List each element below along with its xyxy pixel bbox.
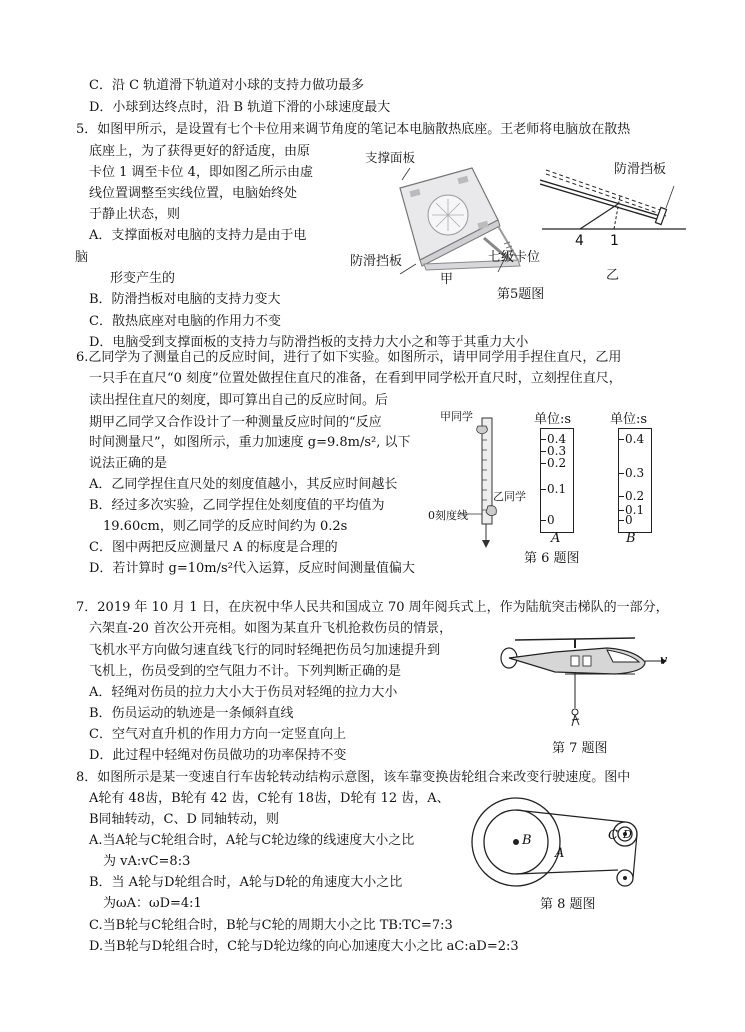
q8-option-b: B．当 A轮与D轮组合时，A轮与D轮的角速度大小之比 xyxy=(89,875,403,890)
q6-stem-line2: 一只手在直尺“0 刻度”位置处做捏住直尺的准备，在看到甲同学松开直尺时，立刻捏住直尺， xyxy=(89,371,622,386)
q6-ticks-a-tick xyxy=(541,463,546,464)
q7-helicopter-figure xyxy=(495,628,670,738)
q5-option-d: D．电脑受到支撑面板的支持力与防滑挡板的支持力大小之和等于其重力大小 xyxy=(89,335,529,350)
q8-option-d: D.当B轮与D轮组合时，C轮与D轮边缘的向心加速度大小之比 aC:aD=2:3 xyxy=(89,939,519,954)
q6-ticks-b-tick xyxy=(619,510,624,511)
q6-ticks-b-label: 0.2 xyxy=(625,489,645,503)
q8-caption: 第 8 题图 xyxy=(540,897,596,912)
q5-label-slot-4: 4 xyxy=(575,233,584,249)
q8-option-a: A.当A轮与C轮组合时，A轮与C轮边缘的线速度大小之比 xyxy=(89,833,415,848)
q6-option-a: A．乙同学捏住直尺处的刻度值越小，其反应时间越长 xyxy=(89,477,398,492)
q6-unit-b: 单位:s xyxy=(610,412,648,427)
q6-option-b: B．经过多次实验，乙同学捏住处刻度值的平均值为 xyxy=(89,498,385,513)
q6-label-yi: 乙同学 xyxy=(493,490,526,503)
q5-stem-line4: 线位置调整至实线位置，电脑始终处 xyxy=(89,186,298,201)
q5-label-jia: 甲 xyxy=(440,272,454,287)
q5-stem-line5: 于静止状态，则 xyxy=(89,207,181,222)
q5-label-seven-slot: 七级卡位 xyxy=(488,250,541,265)
q7-option-c: C．空气对直升机的作用力方向一定竖直向上 xyxy=(89,727,346,742)
q6-ticks-b-tick xyxy=(619,496,624,497)
q8-stem-line2: A轮有 48齿，B轮有 42 齿，C轮有 18齿，D轮有 12 齿，A、 xyxy=(89,791,450,806)
q6-ticks-a-tick xyxy=(541,439,546,440)
q6-ticks-a-label: 0 xyxy=(547,513,555,527)
q5-stem-line2: 底座上，为了获得更好的舒适度，由原 xyxy=(89,144,311,159)
q5-option-b: B．防滑挡板对电脑的支持力变大 xyxy=(89,292,281,307)
q8-option-a-cont: 为 vA:vC=8:3 xyxy=(103,854,191,869)
q5-label-slot-1: 1 xyxy=(610,233,619,249)
q7-option-a: A．轻绳对伤员的拉力大小大于伤员对轻绳的拉力大小 xyxy=(89,685,398,700)
q5-option-a: A．支撑面板对电脑的支持力是由于电 xyxy=(89,228,307,243)
q6-caption: 第 6 题图 xyxy=(524,551,580,566)
q5-caption: 第5题图 xyxy=(497,287,545,302)
q6-ticks-b-label: 0.1 xyxy=(625,503,645,517)
q6-ruler-figure xyxy=(460,412,510,552)
q6-stem-line6: 说法正确的是 xyxy=(89,456,168,471)
q6-ticks-a-label: 0.1 xyxy=(547,482,567,496)
q6-ticks-b-tick xyxy=(619,473,624,474)
q6-ticks-b-label: 0 xyxy=(625,513,633,527)
q6-ticks-a-label: 0.3 xyxy=(547,444,567,458)
q8-label-c: C xyxy=(608,828,618,843)
q8-label-a: A xyxy=(555,846,565,861)
q5-option-a-cont2: 形变产生的 xyxy=(110,271,176,286)
q5-stem-line1: 5．如图甲所示，是设置有七个卡位用来调节角度的笔记本电脑散热底座。王老师将电脑放在散热 xyxy=(76,122,631,137)
q7-stem-line4: 飞机上，伤员受到的空气阻力不计。下列判断正确的是 xyxy=(89,664,402,679)
q6-unit-a: 单位:s xyxy=(534,412,572,427)
q5-option-a-cont: 脑 xyxy=(75,250,89,265)
q5-stem-line3: 卡位 1 调至卡位 4，即如图乙所示由虚 xyxy=(89,165,313,180)
q6-ticks-b-label: 0.4 xyxy=(625,432,645,446)
q7-velocity-label: v xyxy=(660,653,668,668)
q6-stem-line3: 读出捏住直尺的刻度，即可算出自己的反应时间。后 xyxy=(89,393,389,408)
q6-label-b: B xyxy=(626,531,636,546)
q6-stem-line1: 6.乙同学为了测量自己的反应时间，进行了如下实验。如图所示，请甲同学用手捏住直尺，乙用 xyxy=(76,350,622,365)
q5-option-c: C．散热底座对电脑的作用力不变 xyxy=(89,314,281,329)
q6-ticks-a-tick xyxy=(541,520,546,521)
q6-ticks-a-tick xyxy=(541,451,546,452)
q6-stem-line5: 时间测量尺”，如图所示，重力加速度 g=9.8m/s², 以下 xyxy=(89,435,411,450)
q7-option-b: B．伤员运动的轨迹是一条倾斜直线 xyxy=(89,706,294,721)
q7-caption: 第 7 题图 xyxy=(552,741,608,756)
q6-ticks-b-label: 0.3 xyxy=(625,466,645,480)
q8-label-d: D xyxy=(623,828,632,841)
q5-label-support-panel: 支撑面板 xyxy=(365,150,416,165)
q8-gear-figure xyxy=(470,796,670,896)
q4-option-c: C．沿 C 轨道滑下轨道对小球的支持力做功最多 xyxy=(89,78,365,93)
q8-stem-line1: 8．如图所示是某一变速自行车齿轮转动结构示意图，该车靠变换齿轮组合来改变行驶速度。图中 xyxy=(76,770,631,785)
q6-option-d: D．若计算时 g=10m/s²代入运算，反应时间测量值偏大 xyxy=(89,561,415,576)
q6-ticks-a-label: 0.2 xyxy=(547,456,567,470)
q8-stem-line3: B同轴转动，C、D 同轴转动，则 xyxy=(89,812,280,827)
q7-stem-line3: 飞机水平方向做匀速直线飞行的同时轻绳把伤员匀加速提升到 xyxy=(89,643,441,658)
q6-label-a: A xyxy=(551,531,561,546)
q6-option-c: C．图中两把反应测量尺 A 的标度是合理的 xyxy=(89,540,338,555)
q6-stem-line4: 期甲乙同学又合作设计了一种测量反应时间的“反应 xyxy=(89,415,382,430)
q7-stem-line1: 7．2019 年 10 月 1 日，在庆祝中华人民共和国成立 70 周年阅兵式上，作为陆航突击梯队的一部分， xyxy=(76,600,669,615)
q5-side-view-figure xyxy=(540,168,690,238)
q5-label-anti-slip-left: 防滑挡板 xyxy=(350,254,403,269)
q7-option-d: D．此过程中轻绳对伤员做功的功率保持不变 xyxy=(89,748,347,763)
q6-ticks-a-label: 0.4 xyxy=(547,432,567,446)
q8-option-c: C.当B轮与C轮组合时，B轮与C轮的周期大小之比 TB:TC=7:3 xyxy=(89,918,453,933)
q5-label-anti-slip-right: 防滑挡板 xyxy=(614,162,667,177)
q8-label-b: B xyxy=(522,833,532,848)
q6-ticks-a-tick xyxy=(541,489,546,490)
q6-label-jia: 甲同学 xyxy=(440,410,473,423)
q7-stem-line2: 六架直-20 首次公开亮相。如图为某直升飞机抢救伤员的情景， xyxy=(89,621,453,636)
q6-label-zero-line: 0刻度线 xyxy=(428,509,468,522)
q6-option-b-cont: 19.60cm，则乙同学的反应时间约为 0.2s xyxy=(103,519,348,534)
q8-option-b-cont: 为ωA：ωD=4:1 xyxy=(103,896,202,911)
q6-ticks-b-tick xyxy=(619,439,624,440)
q4-option-d: D．小球到达终点时，沿 B 轨道下滑的小球速度最大 xyxy=(89,100,391,115)
q5-label-yi: 乙 xyxy=(606,268,620,283)
q6-ticks-b-tick xyxy=(619,520,624,521)
